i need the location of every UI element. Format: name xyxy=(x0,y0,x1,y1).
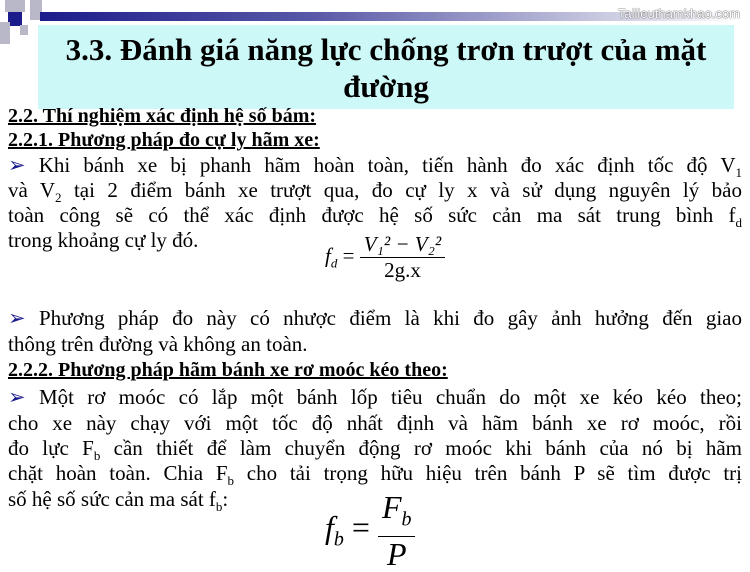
sub: b xyxy=(215,499,223,515)
numerator: V₁² − V₂² xyxy=(360,232,446,258)
text: Phương pháp đo này có nhược điểm là khi đo gây ảnh hưởng đến giao xyxy=(38,306,742,330)
text: cho tải trọng hữu hiệu trên bánh P sẽ tìm được trị xyxy=(234,461,742,485)
bullet-arrow-icon: ➢ xyxy=(8,385,26,409)
text: cần thiết để làm chuyển động rơ moóc khi bánh của nó bị hãm xyxy=(100,436,742,460)
slide-title: 3.3. Đánh giá năng lực chống trơn trượt của mặt đường xyxy=(38,25,734,109)
bullet-arrow-icon: ➢ xyxy=(8,153,26,177)
text: số hệ số sức cản ma sát f xyxy=(8,487,216,511)
heading-2-2-1: 2.2.1. Phương pháp đo cự ly hãm xe: xyxy=(8,129,320,151)
sub: 2 xyxy=(55,190,62,206)
formula-fb: $f_b$ = $\frac{F_b}{P}$ xyxy=(325,490,415,571)
text: Khi bánh xe bị phanh hãm hoàn toàn, tiến hành đo xác định tốc độ V xyxy=(38,153,736,177)
numerator-text: F xyxy=(381,489,402,525)
formula-lhs-sub: d xyxy=(330,255,338,271)
sub: d xyxy=(735,215,742,231)
denominator: 2g.x xyxy=(384,258,421,282)
text: chặt hoàn toàn. Chia F xyxy=(8,461,228,485)
sub: b xyxy=(227,473,235,489)
decor-square xyxy=(20,25,28,35)
text: và V xyxy=(8,178,56,202)
p1-line4: trong khoảng cự ly đó. xyxy=(8,228,199,252)
numerator xyxy=(378,490,416,537)
formula-lhs-sub: b xyxy=(333,528,344,551)
numerator-sub: b xyxy=(401,508,412,531)
sub: b xyxy=(93,448,101,464)
decor-square xyxy=(8,12,22,26)
watermark: Tailieuthamkhao.com xyxy=(617,6,740,21)
text: đo lực F xyxy=(8,436,94,460)
text: Một rơ moóc có lắp một bánh lốp tiêu chuẩn do một xe kéo kéo theo; xyxy=(38,385,742,409)
text: toàn công sẽ có thể xác định được hệ số sức cản ma sát trung bình f xyxy=(8,203,736,227)
bullet-arrow-icon: ➢ xyxy=(8,306,26,330)
p3-line2: cho xe này chạy với một tốc độ nhất định và hãm bánh xe rơ moóc, rồi xyxy=(8,411,742,435)
decor-square xyxy=(5,0,25,12)
p2-line1 xyxy=(8,306,742,330)
denominator: P xyxy=(386,536,407,572)
formula-lhs: f xyxy=(325,243,331,268)
formula-lhs: f xyxy=(325,509,334,546)
formula-fd: $f_d$ = $\frac{\text{V₁² − V₂²}}{2g.x}$ xyxy=(325,232,445,283)
heading-2-2-2: 2.2.2. Phương pháp hãm bánh xe rơ moóc kéo theo: xyxy=(8,359,448,381)
text: tại 2 điểm bánh xe trượt qua, đo cự ly x và sử dụng nguyên lý bảo xyxy=(61,178,743,202)
fraction xyxy=(378,490,416,571)
p3-line1 xyxy=(8,385,742,409)
heading-2-2: 2.2. Thí nghiệm xác định hệ số bám: xyxy=(8,105,317,127)
p2-line2: thông trên đường và không an toàn. xyxy=(8,332,308,356)
text: : xyxy=(222,487,229,511)
sub: 1 xyxy=(735,165,743,181)
decor-square xyxy=(0,22,10,44)
fraction xyxy=(360,232,446,283)
